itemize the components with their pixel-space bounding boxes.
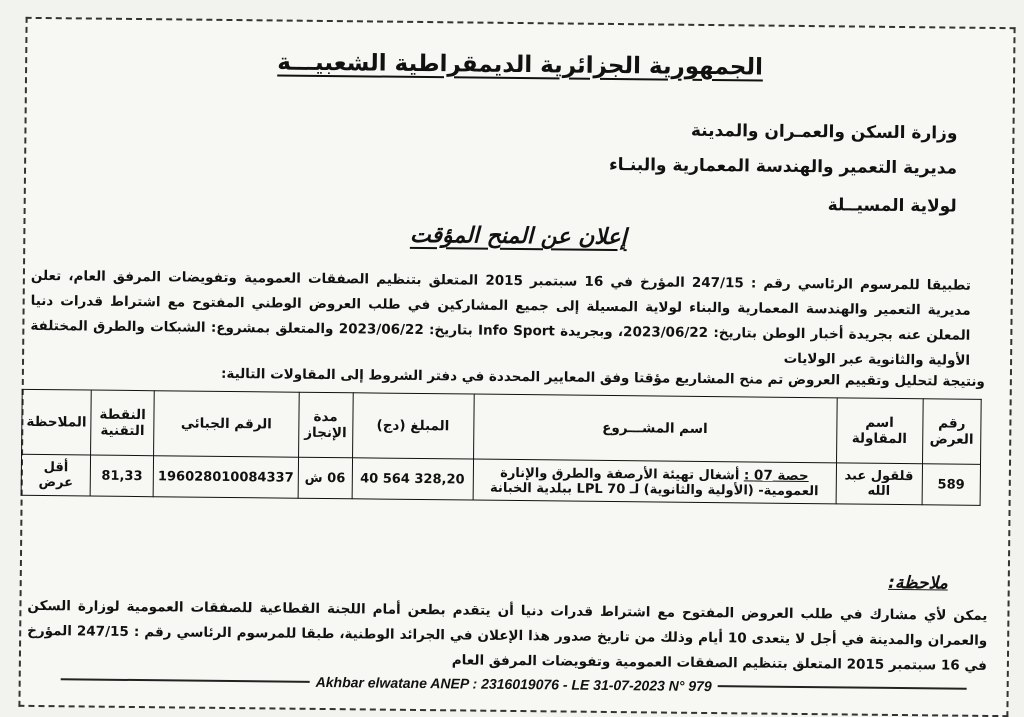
tax-id-cell: 196028010084337 bbox=[153, 456, 298, 499]
note-title: ملاحظة: bbox=[888, 572, 948, 594]
col-duration: مدة الإنجاز bbox=[298, 392, 352, 458]
project-description: أشغال تهيئة الأرصفة والطرق والإنارة العمومية- (الأولية والثانوية) لـ LPL 70 ببلدية الخبانة bbox=[490, 465, 819, 499]
republic-title: الجمهورية الجزائرية الديمقراطية الشعبيـــة bbox=[277, 49, 764, 81]
company-cell: قلقول عبد الله bbox=[836, 463, 923, 505]
lot-label: حصة 07 : bbox=[743, 466, 809, 484]
announcement-title: إعلان عن المنح المؤقت bbox=[409, 222, 627, 251]
table-header-row bbox=[22, 389, 982, 464]
awards-table bbox=[21, 389, 982, 506]
col-project: اسم المشـــروع bbox=[473, 394, 837, 463]
footer-rule-right bbox=[718, 685, 967, 690]
col-tech-score: النقطة التقنية bbox=[91, 390, 155, 456]
col-company: اسم المقاولة bbox=[836, 398, 923, 464]
note-text: يمكن لأي مشارك في طلب العروض المفتوح مع اشتراط قدرات دنيا أن يتقدم بطعن أمام اللجنة القطاعية للصفقات العمومية لوزارة السكن والعمران والمدينة في أجل لا يتعدى 10 أيام وذلك من تاريخ صدور هذا الإعلان في الجرائد الوطنية، طبقا للمرسوم الرئاسي رقم : 247/15 المؤرخ في 16 سبتمبر 2015 المتعلق بتنظيم الصفقات العمومية وتفويضات المرفق العام bbox=[27, 597, 988, 674]
wilaya-name: لولاية المسيــلة bbox=[827, 195, 957, 217]
tech-score-cell: 81,33 bbox=[90, 455, 153, 497]
footer-reference: Akhbar elwatane ANEP : 2316019076 - LE 31-07-2023 N° 979 bbox=[315, 673, 712, 695]
col-amount: المبلغ (دج) bbox=[352, 393, 474, 459]
footer-rule-left bbox=[61, 678, 310, 683]
col-offer-no: رقم العرض bbox=[922, 399, 981, 465]
award-intro: ونتيجة لتحليل وتقييم العروض تم منح المشاريع مؤقتا وفق المعايير المحددة في دفتر الشروط إلى المقاولات التالية: bbox=[220, 365, 985, 390]
ministry-name: وزارة السكن والعمـران والمدينة bbox=[690, 120, 958, 144]
project-cell bbox=[473, 459, 836, 504]
newspaper-clipping bbox=[18, 17, 1015, 717]
remark-cell: أقل عرض bbox=[21, 454, 91, 496]
offer-no-cell: 589 bbox=[922, 464, 981, 506]
directorate-name: مديرية التعمير والهندسة المعمارية والبنـاء bbox=[608, 154, 958, 179]
duration-cell: 06 ش bbox=[298, 457, 352, 499]
table-row bbox=[21, 454, 980, 505]
col-tax-id: الرقم الجبائي bbox=[154, 391, 299, 458]
announcement-body: تطبيقا للمرسوم الرئاسي رقم : 247/15 المؤرخ في 16 سبتمبر 2015 المتعلق بتنظيم الصفقات العمومية وتفويضات المرفق العام، تعلن مديرية التعمير والهندسة المعمارية والبناء لولاية المسيلة إلى جميع المشاركين في طلب العروض الوطني المفتوح مع اشتراط قدرات دنيا المعلن عنه بجريدة أخبار الوطن بتاريخ: 2023/06/22، وبجريدة Info Sport بتاريخ: 2023/06/22 والمتعلق بمشروع: الشبكات والطرق المختلفة الأولية والثانوية عبر الولايات bbox=[30, 267, 971, 369]
amount-cell: 40 564 328,20 bbox=[352, 458, 473, 500]
col-remark: الملاحظة bbox=[22, 389, 92, 455]
